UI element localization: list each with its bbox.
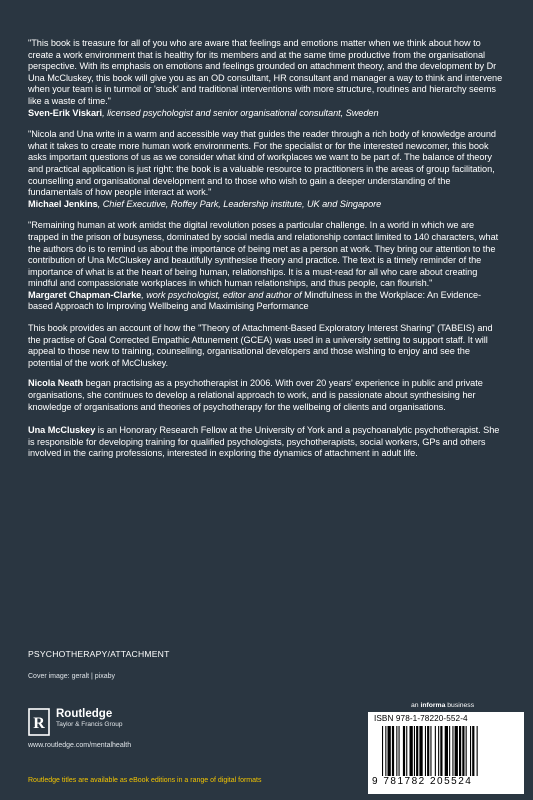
informa-business-label: an informa business: [411, 702, 475, 709]
quote-attribution: [28, 108, 504, 120]
publisher-logo: [28, 708, 122, 736]
publisher-name: Routledge: [56, 708, 113, 720]
routledge-logo-icon: [28, 708, 50, 736]
quote-text: "This book is treasure for all of you who are aware that feelings and emotions matter when we think about how to create a work environment that is healthy for its members and at the same time productive from the organisational perspective. With its emphasis on emotions and feelings grounded on attachment theory, and the development by Dr Una McCluskey, this book will give you as an OD consultant, HR consultant and manager a way to think and intervene when your team is in turmoil or 'stuck' and traditional interventions with more structure, routines and hierarchy seems like a waste of time.": [28, 38, 503, 106]
quote-attribution: [28, 199, 504, 211]
quote-2: [28, 129, 504, 210]
quote-author-description: , Chief Executive, Roffey Park, Leadership institute, UK and Singapore: [97, 198, 382, 209]
quote-attribution: [28, 290, 504, 313]
quote-author: Sven-Erik Viskari: [28, 107, 103, 118]
quote-text: "Nicola and Una write in a warm and accessible way that guides the reader through a rich body of knowledge around what it takes to create more human work environments. For the specialist or for the interested newcomer, this book asks important questions of us as we consider what kind of workplaces we want to be part of. The balance of theory and practical application is just right: the book is a valuable resource to practitioners in the areas of group facilitation, counselling and organisational development and to those who wish to gain a deeper understanding of the fundamentals of how people interact at work.": [28, 129, 496, 198]
author-bio-2: [28, 425, 504, 460]
main-text: [28, 38, 504, 472]
ebook-note: Routledge titles are available as eBook editions in a range of digital formats: [28, 777, 262, 784]
author-bio-1: [28, 378, 504, 413]
publisher-subtitle: Taylor & Francis Group: [56, 721, 123, 728]
publisher-website: www.routledge.com/mentalhealth: [28, 742, 132, 749]
subject-category: PSYCHOTHERAPY/ATTACHMENT: [28, 649, 170, 659]
barcode-digits: 9 781782 205524: [372, 776, 473, 787]
quote-author: Margaret Chapman-Clarke: [28, 289, 142, 300]
svg-text:R: R: [33, 715, 45, 732]
isbn-label: ISBN 978-1-78220-552-4: [374, 714, 468, 723]
barcode-icon: [372, 726, 520, 782]
author-name: Nicola Neath: [28, 378, 84, 389]
cover-credit: Cover image: geralt | pixaby: [28, 673, 116, 680]
author-bio-text: began practising as a psychotherapist in 2006. With over 20 years' experience in public and private organisations, she continues to develop a relational approach to work, and is passionate about synthesising her knowledge of organisations and theories of psychotherapy for the wellbeing of clients and organisations.: [28, 378, 483, 412]
author-bio-text: is an Honorary Research Fellow at the University of York and a psychoanalytic psychotherapist. She is responsible for developing training for qualified psychologists, psychotherapists, social workers, GPs and others involved in the caring professions, interested in exploring the dynamics of attachment in adult life.: [28, 425, 500, 459]
quote-author-description: , work psychologist, editor and author of: [141, 289, 302, 300]
informa-brand: informa: [420, 702, 446, 709]
quote-3: [28, 220, 504, 313]
barcode-panel: [368, 712, 524, 794]
author-name: Una McCluskey: [28, 425, 96, 436]
quote-text: "Remaining human at work amidst the digital revolution poses a particular challenge. In a world in which we are trapped in the prison of busyness, dominated by social media and relationship contact limited to 140 characters, what the authors do is to remind us about the importance of being met as a person at work. They bring our attention to the contribution of Una McCluskey and beautifully synthesise theory and practice. The text is a timely reminder of the importance of what is at the heart of being human, relationships. It is a must-read for all who care about creating mindful and compassionate workplaces in which human relationships, and thus people, can flourish.": [28, 220, 499, 289]
quote-1: [28, 38, 504, 119]
quote-author: Michael Jenkins: [28, 198, 98, 209]
quoted-book-title: Mindfulness in the Workplace: An Evidence-based Approach to Improving Wellbeing and Maximising Performance: [28, 289, 482, 312]
quote-author-description: , licensed psychologist and senior organisational consultant, Sweden: [102, 107, 379, 118]
book-blurb: This book provides an account of how the "Theory of Attachment-Based Exploratory Interest Sharing" (TABEIS) and the practise of Goal Corrected Empathic Attunement (GCEA) was used in a university setting to support staff. It will appeal to those new to training, counselling, organisational developers and those wishing to enjoy and see the potential of the work of McCluskey.: [28, 323, 493, 368]
